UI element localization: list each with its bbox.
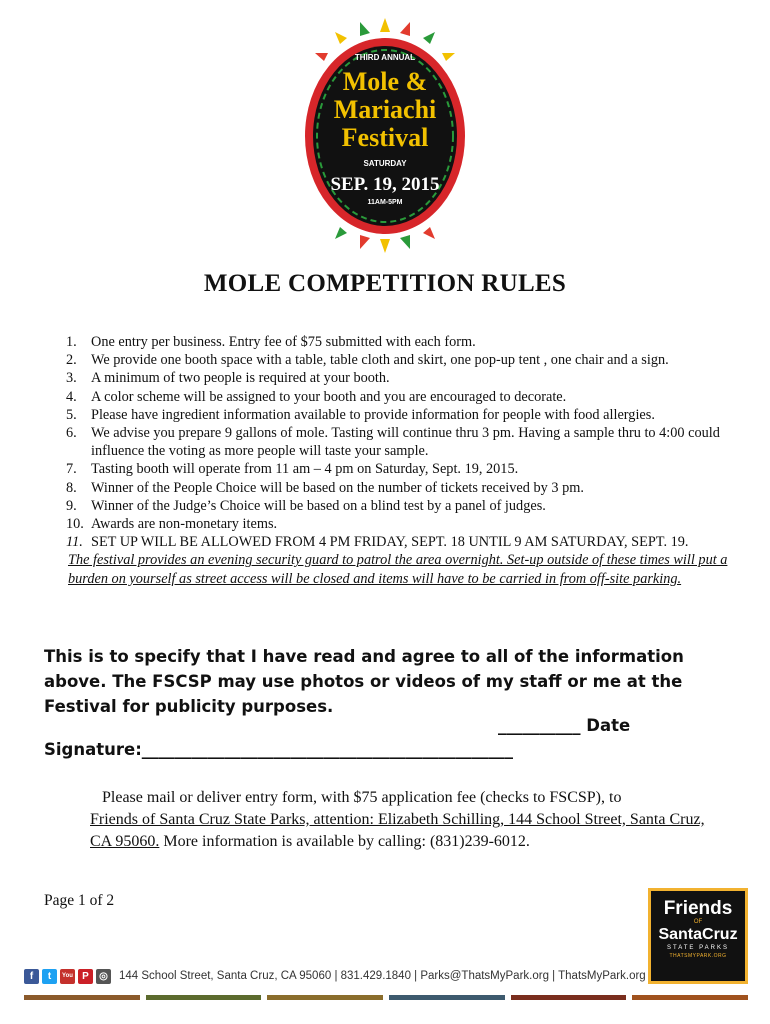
instagram-icon[interactable]: ◎: [96, 969, 111, 984]
rule-number: 9.: [66, 497, 77, 514]
rule-text: Please have ingredient information available to provide information for people with food allergies.: [91, 406, 655, 423]
rule-text: One entry per business. Entry fee of $75 submitted with each form.: [91, 334, 476, 350]
logo-festival: Festival: [341, 123, 429, 152]
rule-text: A color scheme will be assigned to your booth and you are encouraged to decorate.: [91, 388, 567, 405]
footer: [24, 966, 646, 986]
rule-text: Winner of the People Choice will be based on the number of tickets received by 3 pm.: [91, 479, 584, 496]
rule-number: 10.: [66, 516, 84, 533]
friends-logo-url: THATSMYPARK.ORG: [669, 953, 727, 959]
friends-logo-of: OF: [693, 919, 703, 925]
logo-time: 11AM-5PM: [367, 199, 403, 206]
list-item: [66, 497, 736, 515]
rule-number: 4.: [66, 388, 77, 405]
list-item: [66, 515, 736, 533]
rule-number: 8.: [66, 479, 77, 496]
festival-logo-graphic: [290, 18, 480, 253]
list-item: [66, 351, 736, 369]
youtube-icon[interactable]: You: [60, 969, 75, 984]
rule-number: 7.: [66, 461, 77, 478]
rule-number: 6.: [66, 425, 77, 442]
page-title: MOLE COMPETITION RULES: [203, 270, 567, 297]
friends-logo-line1: Friends: [663, 898, 733, 919]
facebook-icon[interactable]: f: [24, 969, 39, 984]
rule-number: 1.: [66, 334, 77, 350]
rule-text: Winner of the Judge’s Choice will be based on a blind test by a panel of judges.: [91, 497, 546, 514]
color-bar: [632, 995, 748, 1000]
color-bar: [24, 995, 140, 1000]
festival-logo: [290, 18, 480, 253]
rule-number: 11.: [66, 534, 83, 551]
friends-logo: [648, 888, 748, 984]
friends-logo-line2: SantaCruz: [658, 926, 738, 943]
signature-field[interactable]: Signature:_____________________________________________: [44, 740, 514, 759]
list-item: [66, 369, 736, 387]
color-bar: [389, 995, 505, 1000]
rule-text: We advise you prepare 9 gallons of mole. Tasting will continue thru 3 pm. Having a sample thru to 4:00 could influence the voting as more people will taste your sample.: [91, 425, 720, 460]
logo-third-annual: THIRD ANNUAL: [354, 53, 416, 62]
rule-number: 3.: [66, 370, 77, 387]
mailing-address: Friends of Santa Cruz State Parks, attention: Elizabeth Schilling, 144 School Street, Santa Cruz, CA 95060.: [90, 811, 705, 850]
rule-text: SET UP WILL BE ALLOWED FROM 4 PM FRIDAY, SEPT. 18 UNTIL 9 AM SATURDAY, SEPT. 19.: [91, 534, 689, 551]
color-bar: [146, 995, 262, 1000]
social-icons: [24, 969, 111, 984]
footer-color-bars: [24, 995, 748, 1000]
logo-mole: Mole &: [342, 67, 428, 96]
logo-day: SATURDAY: [363, 159, 407, 168]
rules-list: [66, 333, 736, 588]
rule-text: A minimum of two people is required at your booth.: [91, 370, 390, 387]
list-item: [66, 333, 736, 351]
list-item: [66, 406, 736, 424]
phone-info: More information is available by calling: (831)239-6012.: [159, 833, 530, 850]
twitter-icon[interactable]: t: [42, 969, 57, 984]
footer-contact: 144 School Street, Santa Cruz, CA 95060 | 831.429.1840 | Parks@ThatsMyPark.org | ThatsMyPark.org: [119, 970, 646, 982]
mailing-instructions: [90, 787, 730, 853]
logo-date: SEP. 19, 2015: [330, 174, 440, 195]
color-bar: [511, 995, 627, 1000]
page-number: Page 1 of 2: [44, 892, 115, 909]
agreement-statement: This is to specify that I have read and agree to all of the information above. The FSCSP may use photos or videos of my staff or me at the Festival for publicity purposes.: [44, 647, 684, 716]
date-field[interactable]: __________ Date: [498, 716, 631, 735]
rule-text: Awards are non-monetary items.: [91, 516, 278, 533]
list-item: [66, 424, 736, 460]
rule-number: 2.: [66, 352, 77, 369]
pinterest-icon[interactable]: P: [78, 969, 93, 984]
logo-mariachi: Mariachi: [333, 95, 437, 124]
security-note: The festival provides an evening security guard to patrol the area overnight. Set-up outside of these times will put a burden on yourself as street access will be closed and items will have to be carried in from off-site parking.: [68, 552, 728, 587]
list-item: [66, 533, 736, 551]
rule-number: 5.: [66, 406, 77, 423]
color-bar: [267, 995, 383, 1000]
friends-logo-line3: STATE PARKS: [666, 945, 729, 951]
list-item: [66, 460, 736, 478]
rule-text: We provide one booth space with a table, table cloth and skirt, one pop-up tent , one chair and a sign.: [91, 352, 669, 369]
list-item: [66, 388, 736, 406]
list-item: [66, 479, 736, 497]
mail-line-1: Please mail or deliver entry form, with $75 application fee (checks to FSCSP), to: [102, 789, 622, 806]
rule-text: Tasting booth will operate from 11 am – 4 pm on Saturday, Sept. 19, 2015.: [91, 461, 519, 478]
